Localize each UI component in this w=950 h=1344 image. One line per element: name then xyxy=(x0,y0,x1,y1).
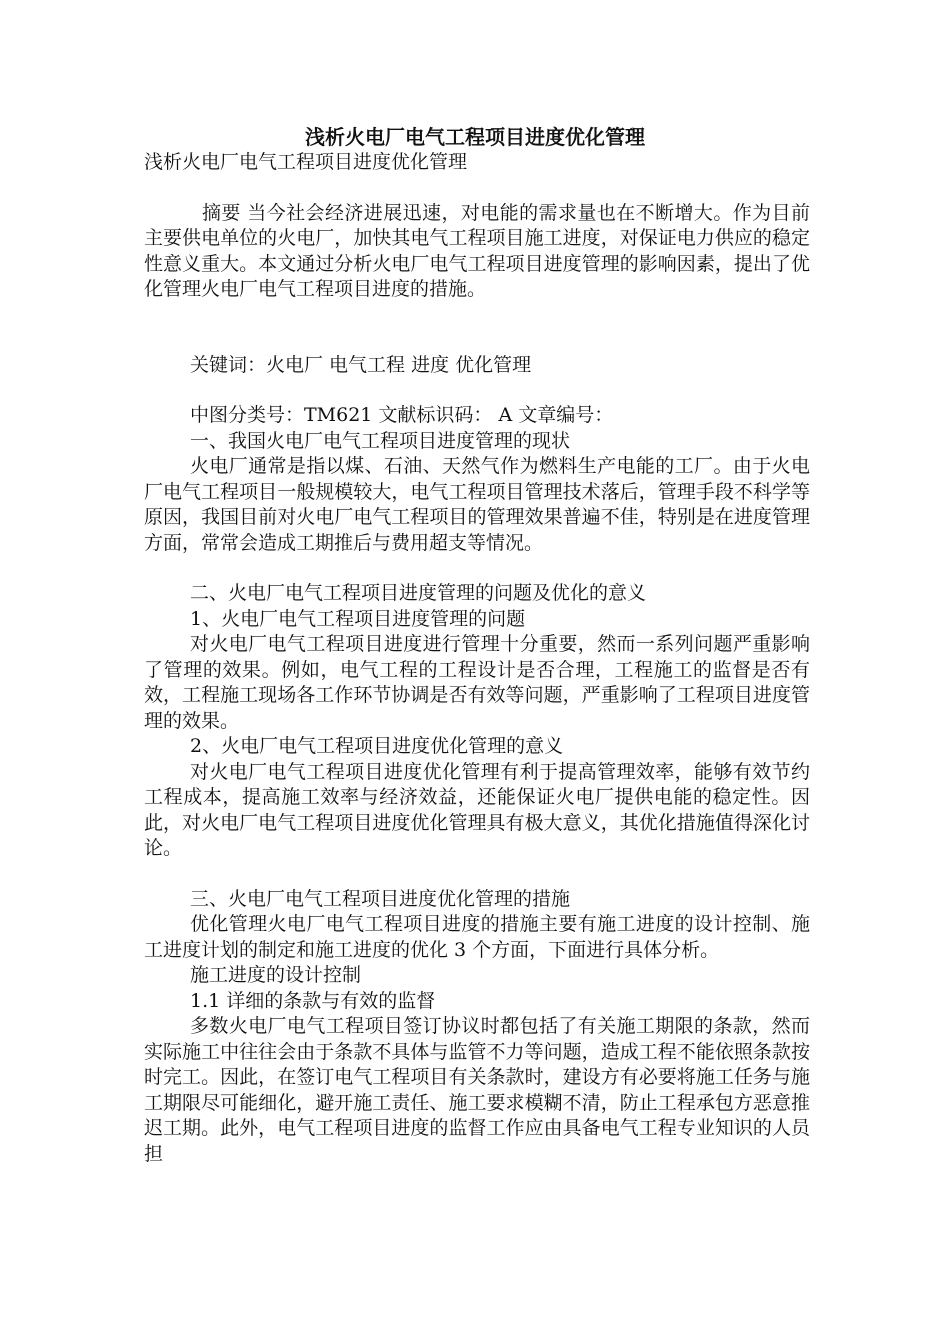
keywords-line: 关键词：火电厂 电气工程 进度 优化管理 xyxy=(190,353,532,376)
section-heading: 一、我国火电厂电气工程项目进度管理的现状 xyxy=(190,429,571,452)
document-subtitle: 浅析火电厂电气工程项目进度优化管理 xyxy=(144,151,468,173)
subsection-heading: 1.1 详细的条款与有效的监督 xyxy=(190,989,436,1012)
section-heading: 二、火电厂电气工程项目进度管理的问题及优化的意义 xyxy=(190,582,647,604)
subsection-heading: 施工进度的设计控制 xyxy=(190,964,362,986)
subsection-heading: 1、火电厂电气工程项目进度管理的问题 xyxy=(190,607,526,630)
classification-line: 中图分类号：TM621 文献标识码： A 文章编号： xyxy=(190,404,614,426)
abstract-paragraph: 摘要 当今社会经济进展迅速，对电能的需求量也在不断增大。作为目前主要供电单位的火电厂，加快其电气工程项目施工进度，对保证电力供应的稳定性意义重大。本文通过分析火电厂电气工程项目进度管理的影响因素，提出了优化管理火电厂电气工程项目进度的措施。 xyxy=(144,201,810,300)
body-paragraph: 多数火电厂电气工程项目签订协议时都包括了有关施工期限的条款，然而实际施工中往往会由于条款不具体与监管不力等问题，造成工程不能依照条款按时完工。因此，在签订电气工程项目有关条款时，建设方有必要将施工任务与施工期限尽可能细化，避开施工责任、施工要求模糊不清，防止工程承包方恶意推迟工期。此外，电气工程项目进度的监督工作应由具备电气工程专业知识的人员担 xyxy=(144,1015,810,1165)
body-paragraph: 对火电厂电气工程项目进度进行管理十分重要，然而一系列问题严重影响了管理的效果。例如，电气工程的工程设计是否合理，工程施工的监督是否有效，工程施工现场各工作环节协调是否有效等问题，严重影响了工程项目进度管理的效果。 xyxy=(144,633,810,732)
section-heading: 三、火电厂电气工程项目进度优化管理的措施 xyxy=(190,887,571,910)
body-paragraph: 对火电厂电气工程项目进度优化管理有利于提高管理效率，能够有效节约工程成本，提高施工效率与经济效益，还能保证火电厂提供电能的稳定性。因此，对火电厂电气工程项目进度优化管理具有极大意义，其优化措施值得深化讨论。 xyxy=(144,760,810,859)
body-paragraph: 优化管理火电厂电气工程项目进度的措施主要有施工进度的设计控制、施工进度计划的制定和施工进度的优化 3 个方面，下面进行具体分析。 xyxy=(144,913,810,961)
body-paragraph: 火电厂通常是指以煤、石油、天然气作为燃料生产电能的工厂。由于火电厂电气工程项目一般规模较大，电气工程项目管理技术落后，管理手段不科学等原因，我国目前对火电厂电气工程项目的管理效果普遍不佳，特别是在进度管理方面，常常会造成工期推后与费用超支等情况。 xyxy=(144,455,810,554)
document-title: 浅析火电厂电气工程项目进度优化管理 xyxy=(305,125,645,149)
subsection-heading: 2、火电厂电气工程项目进度优化管理的意义 xyxy=(190,735,564,757)
document-body xyxy=(144,150,810,1167)
